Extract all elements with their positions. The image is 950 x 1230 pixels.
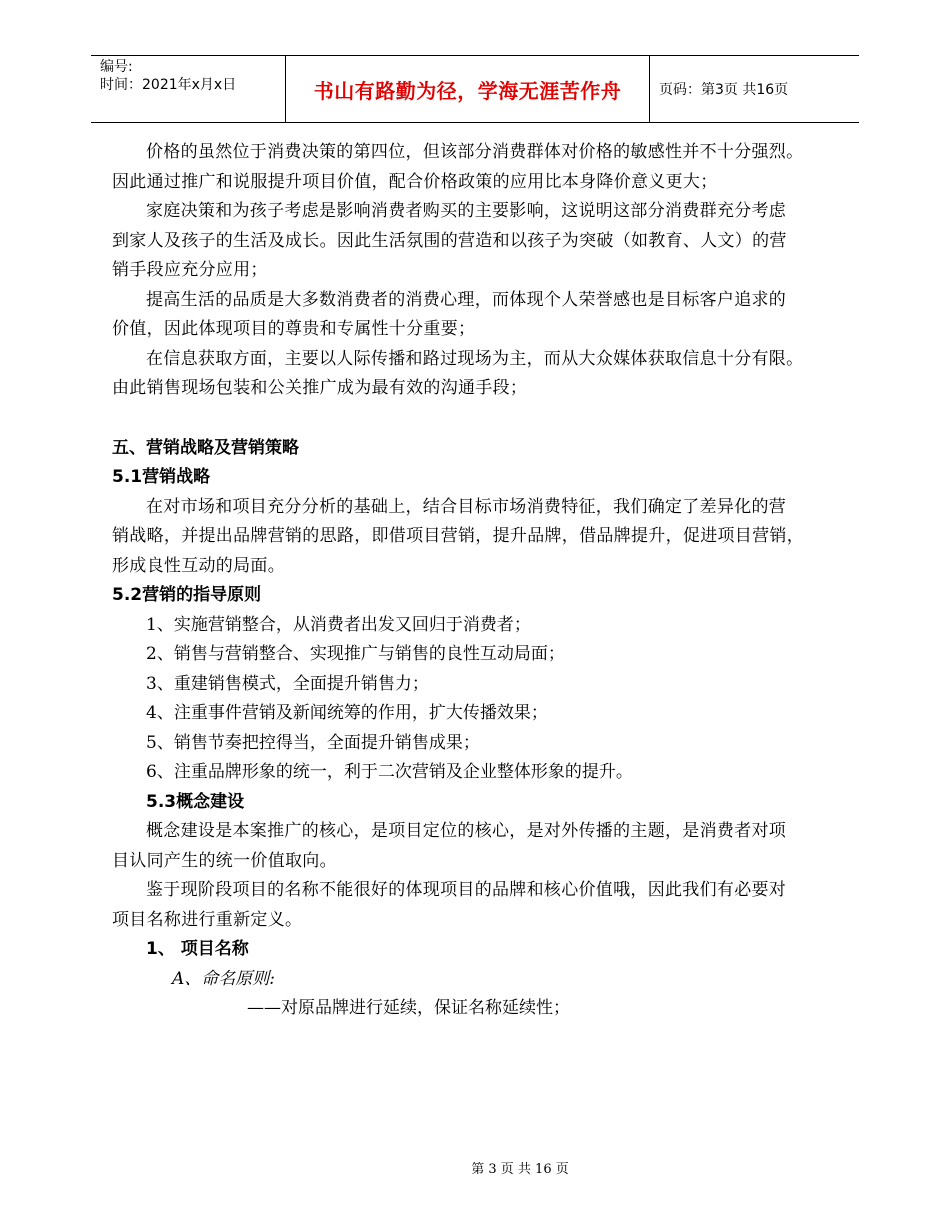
section-5-2-heading: 5.2营销的指导原则	[112, 585, 262, 605]
concept-paragraph-4: 项目名称进行重新定义。	[112, 909, 303, 930]
paragraph-quality-1: 提高生活的品质是大多数消费者的消费心理，而体现个人荣誉感也是目标客户追求的	[146, 289, 787, 310]
paragraph-info-1: 在信息获取方面，主要以人际传播和路过现场为主，而从大众媒体获取信息十分有限。	[146, 348, 804, 369]
section-5-heading: 五、营销战略及营销策略	[112, 437, 299, 458]
strategy-paragraph-1: 在对市场和项目充分分析的基础上，结合目标市场消费特征，我们确定了差异化的营	[146, 496, 787, 517]
page-footer	[0, 1158, 950, 1177]
time-label: 时间：2021年x月x日	[100, 77, 237, 93]
principle-item: 6、注重品牌形象的统一，利于二次营销及企业整体形象的提升。	[146, 762, 633, 782]
page-header	[91, 55, 859, 123]
principle-item: 2、销售与营销整合、实现推广与销售的良性互动局面；	[146, 644, 565, 664]
principle-item: 1、实施营销整合，从消费者出发又回归于消费者；	[146, 614, 531, 635]
paragraph-price-1: 价格的虽然位于消费决策的第四位，但该部分消费群体对价格的敏感性并不十分强烈。	[146, 142, 804, 162]
motto-text: 书山有路勤为径，学海无涯苦作舟	[313, 78, 622, 103]
concept-paragraph-3: 鉴于现阶段项目的名称不能很好的体现项目的品牌和核心价值哦，因此我们有必要对	[146, 880, 787, 900]
paragraph-family-2: 到家人及孩子的生活及成长。因此生活氛围的营造和以孩子为突破（如教育、人文）的营	[112, 230, 787, 251]
paragraph-family-3: 销手段应充分应用；	[112, 260, 268, 280]
code-label: 编号:	[100, 59, 133, 75]
concept-paragraph-2: 目认同产生的统一价值取向。	[112, 850, 337, 871]
strategy-paragraph-3: 形成良性互动的局面。	[112, 555, 285, 576]
section-5-1-heading: 5.1营销战略	[112, 467, 211, 487]
principle-item: 4、注重事件营销及新闻统筹的作用，扩大传播效果；	[146, 703, 548, 723]
page-info-text: 页码：第3页 共16页	[659, 82, 789, 98]
section-5-3-heading: 5.3概念建设	[146, 791, 245, 812]
paragraph-info-2: 由此销售现场包装和公关推广成为最有效的沟通手段；	[112, 378, 528, 398]
concept-paragraph-1: 概念建设是本案推广的核心，是项目定位的核心，是对外传播的主题，是消费者对项	[146, 821, 787, 841]
principle-item: 3、重建销售模式，全面提升销售力；	[146, 673, 429, 694]
naming-principle-item: ——对原品牌进行延续，保证名称延续性；	[247, 998, 570, 1018]
header-meta	[91, 56, 286, 122]
naming-principle-label: A、命名原则:	[172, 968, 276, 989]
strategy-paragraph-2: 销战略，并提出品牌营销的思路，即借项目营销，提升品牌，借品牌提升，促进项目营销，	[112, 526, 804, 546]
principle-item: 5、销售节奏把控得当，全面提升销售成果；	[146, 732, 480, 753]
section-gap	[112, 404, 852, 434]
paragraph-quality-2: 价值，因此体现项目的尊贵和专属性十分重要；	[112, 319, 476, 339]
header-motto-cell	[286, 56, 650, 122]
document-body	[112, 138, 852, 1024]
header-page-info	[650, 56, 859, 122]
footer-page-number: 第 3 页 共 16 页	[471, 1162, 569, 1177]
paragraph-family-1: 家庭决策和为孩子考虑是影响消费者购买的主要影响，这说明这部分消费群充分考虑	[146, 201, 787, 221]
project-name-heading: 1、 项目名称	[146, 939, 249, 959]
paragraph-price-2: 因此通过推广和说服提升项目价值，配合价格政策的应用比本身降价意义更大；	[112, 171, 718, 192]
